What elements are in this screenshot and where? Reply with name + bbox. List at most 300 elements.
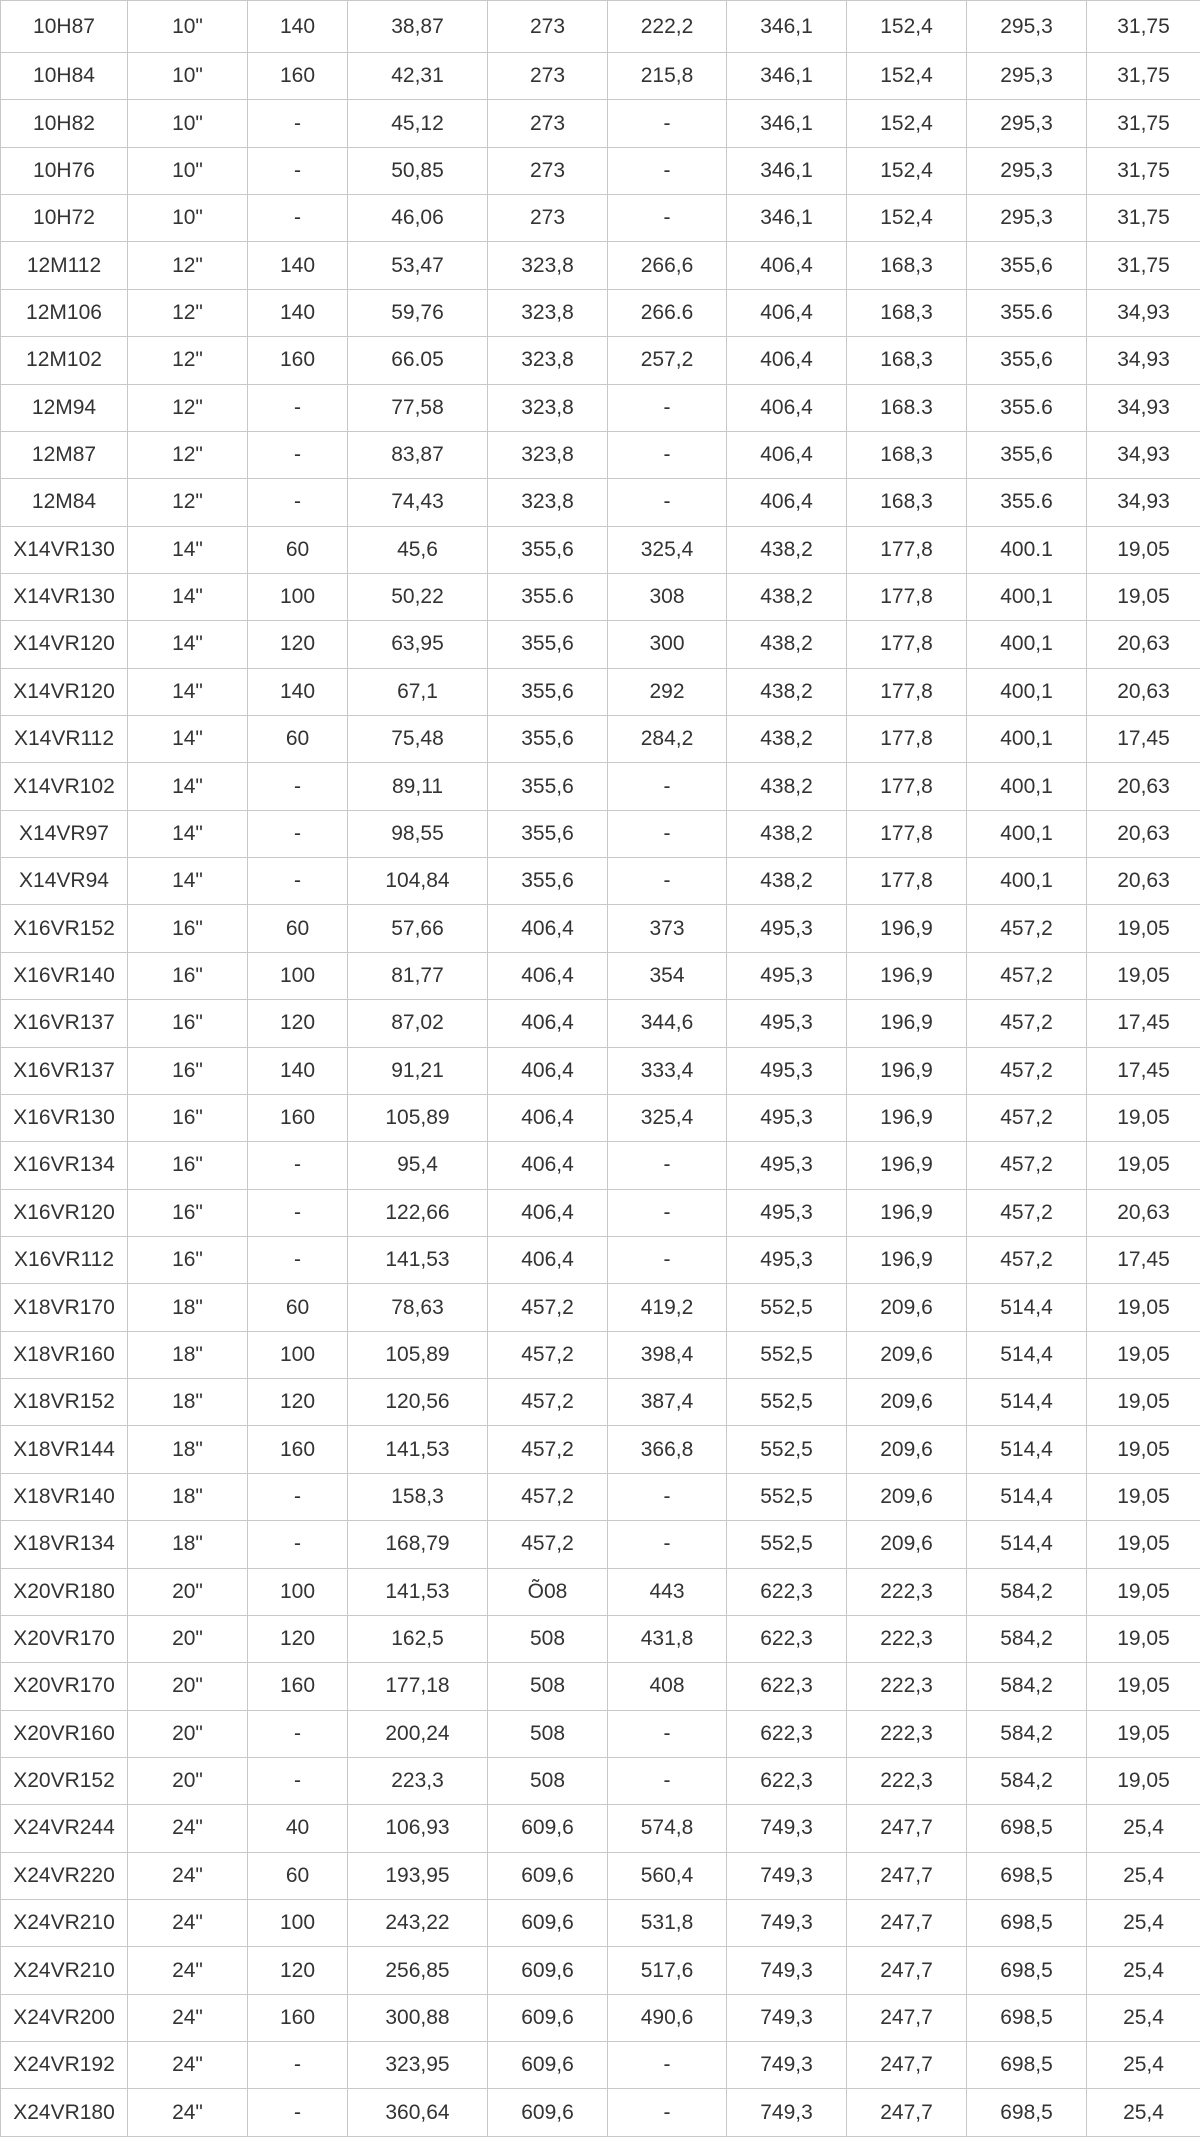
- table-cell: 168,79: [348, 1521, 488, 1568]
- table-cell: 323,8: [488, 289, 608, 336]
- table-cell: 141,53: [348, 1568, 488, 1615]
- table-cell: 89,11: [348, 763, 488, 810]
- table-cell: -: [248, 100, 348, 147]
- table-cell: 196,9: [847, 1000, 967, 1047]
- table-cell-code: X18VR134: [1, 1521, 128, 1568]
- table-cell: 53,47: [348, 242, 488, 289]
- table-cell: 18": [128, 1426, 248, 1473]
- table-cell: 193,95: [348, 1852, 488, 1899]
- table-cell: 31,75: [1087, 1, 1200, 53]
- table-cell: 284,2: [608, 716, 727, 763]
- table-cell-code: X14VR97: [1, 810, 128, 857]
- table-cell: 609,6: [488, 2089, 608, 2136]
- table-cell: 120: [248, 1000, 348, 1047]
- table-cell: 160: [248, 1994, 348, 2041]
- table-cell: 152,4: [847, 53, 967, 100]
- table-cell: 209,6: [847, 1473, 967, 1520]
- table-cell-code: X24VR210: [1, 1947, 128, 1994]
- table-cell: 749,3: [727, 1852, 847, 1899]
- table-row: [1, 1473, 1200, 1520]
- table-cell: 120: [248, 621, 348, 668]
- table-cell: -: [608, 763, 727, 810]
- table-cell: 495,3: [727, 952, 847, 999]
- table-cell-code: X16VR130: [1, 1094, 128, 1141]
- table-row: [1, 147, 1200, 194]
- table-cell: 168,3: [847, 289, 967, 336]
- table-cell-code: X16VR152: [1, 905, 128, 952]
- table-cell: 406,4: [488, 1189, 608, 1236]
- table-cell: 105,89: [348, 1331, 488, 1378]
- table-cell-code: X14VR130: [1, 526, 128, 573]
- table-row: [1, 526, 1200, 573]
- table-cell: -: [608, 1757, 727, 1804]
- table-cell: 34,93: [1087, 431, 1200, 478]
- table-cell: 74,43: [348, 479, 488, 526]
- table-cell: 457,2: [488, 1331, 608, 1378]
- table-cell: 514,4: [967, 1331, 1087, 1378]
- table-cell: 209,6: [847, 1521, 967, 1568]
- table-cell: -: [608, 1189, 727, 1236]
- table-row: [1, 1900, 1200, 1947]
- table-cell: 19,05: [1087, 1568, 1200, 1615]
- table-cell: 457,2: [967, 1236, 1087, 1283]
- table-cell-code: X14VR130: [1, 573, 128, 620]
- table-cell: 266,6: [608, 242, 727, 289]
- table-cell: 300,88: [348, 1994, 488, 2041]
- table-row: [1, 1379, 1200, 1426]
- table-cell: 19,05: [1087, 1094, 1200, 1141]
- table-cell: 749,3: [727, 1947, 847, 1994]
- table-cell: 398,4: [608, 1331, 727, 1378]
- table-cell: 323,8: [488, 431, 608, 478]
- table-cell: 366,8: [608, 1426, 727, 1473]
- table-cell: -: [608, 858, 727, 905]
- table-cell: 16": [128, 1142, 248, 1189]
- table-cell: 295,3: [967, 1, 1087, 53]
- table-cell-code: X24VR200: [1, 1994, 128, 2041]
- table-cell: 24": [128, 2089, 248, 2136]
- table-row: [1, 1852, 1200, 1899]
- table-cell: 438,2: [727, 763, 847, 810]
- table-cell: 19,05: [1087, 952, 1200, 999]
- table-cell-code: 10H84: [1, 53, 128, 100]
- table-cell: 400,1: [967, 810, 1087, 857]
- table-cell: 12": [128, 289, 248, 336]
- table-cell: 273: [488, 1, 608, 53]
- table-cell-code: 10H82: [1, 100, 128, 147]
- table-cell: 346,1: [727, 195, 847, 242]
- table-cell: 622,3: [727, 1757, 847, 1804]
- table-cell-code: X18VR144: [1, 1426, 128, 1473]
- table-cell: 323,8: [488, 384, 608, 431]
- table-cell: 42,31: [348, 53, 488, 100]
- table-cell: 98,55: [348, 810, 488, 857]
- table-cell: 100: [248, 573, 348, 620]
- table-cell: 20,63: [1087, 621, 1200, 668]
- table-cell: 16": [128, 1047, 248, 1094]
- table-cell: -: [608, 2089, 727, 2136]
- table-cell: 168,3: [847, 431, 967, 478]
- table-cell: 698,5: [967, 1805, 1087, 1852]
- table-cell-code: X16VR134: [1, 1142, 128, 1189]
- table-row: [1, 100, 1200, 147]
- table-cell: 698,5: [967, 1994, 1087, 2041]
- table-cell-code: X20VR152: [1, 1757, 128, 1804]
- table-cell: 346,1: [727, 147, 847, 194]
- table-cell: 14": [128, 763, 248, 810]
- table-cell: 20,63: [1087, 858, 1200, 905]
- table-cell: 106,93: [348, 1805, 488, 1852]
- table-cell: 177,18: [348, 1663, 488, 1710]
- table-cell: 196,9: [847, 1236, 967, 1283]
- table-cell: 552,5: [727, 1426, 847, 1473]
- table-cell: 344,6: [608, 1000, 727, 1047]
- table-cell-code: X24VR244: [1, 1805, 128, 1852]
- table-cell: 141,53: [348, 1426, 488, 1473]
- table-cell-code: X24VR192: [1, 2042, 128, 2089]
- table-cell: 295,3: [967, 53, 1087, 100]
- table-row: [1, 1000, 1200, 1047]
- table-cell-code: 12M102: [1, 337, 128, 384]
- table-cell: 168,3: [847, 479, 967, 526]
- table-cell: -: [608, 100, 727, 147]
- table-cell: 177,8: [847, 810, 967, 857]
- table-cell: 196,9: [847, 952, 967, 999]
- table-cell: 24": [128, 1947, 248, 1994]
- table-row: [1, 289, 1200, 336]
- table-cell: 406,4: [727, 242, 847, 289]
- table-cell: 323,8: [488, 479, 608, 526]
- table-row: [1, 337, 1200, 384]
- table-cell-code: X14VR120: [1, 621, 128, 668]
- table-row: [1, 810, 1200, 857]
- table-cell: 59,76: [348, 289, 488, 336]
- table-cell-code: X18VR170: [1, 1284, 128, 1331]
- table-cell: 400,1: [967, 716, 1087, 763]
- table-cell: 266.6: [608, 289, 727, 336]
- table-cell: 406,4: [488, 1094, 608, 1141]
- table-cell: 308: [608, 573, 727, 620]
- table-cell: 20,63: [1087, 763, 1200, 810]
- table-cell: 406,4: [727, 384, 847, 431]
- table-cell: 609,6: [488, 1947, 608, 1994]
- table-cell: 12": [128, 479, 248, 526]
- table-row: [1, 1615, 1200, 1662]
- table-cell: 16": [128, 952, 248, 999]
- table-cell: 34,93: [1087, 479, 1200, 526]
- table-cell: 160: [248, 1663, 348, 1710]
- table-cell: -: [608, 195, 727, 242]
- table-cell-code: X16VR140: [1, 952, 128, 999]
- table-cell: 160: [248, 337, 348, 384]
- table-cell: 531,8: [608, 1900, 727, 1947]
- table-cell: 514,4: [967, 1379, 1087, 1426]
- table-cell: 19,05: [1087, 1521, 1200, 1568]
- table-cell: 34,93: [1087, 384, 1200, 431]
- table-cell: 438,2: [727, 716, 847, 763]
- table-cell: 25,4: [1087, 1805, 1200, 1852]
- table-cell: 457,2: [488, 1426, 608, 1473]
- table-cell: 273: [488, 195, 608, 242]
- table-row: [1, 479, 1200, 526]
- table-cell-code: 12M112: [1, 242, 128, 289]
- table-cell: 222,2: [608, 1, 727, 53]
- table-cell: 514,4: [967, 1473, 1087, 1520]
- table-cell: 31,75: [1087, 147, 1200, 194]
- table-cell: 419,2: [608, 1284, 727, 1331]
- table-cell: 24": [128, 2042, 248, 2089]
- table-cell: 222,3: [847, 1757, 967, 1804]
- table-cell: 222,3: [847, 1568, 967, 1615]
- table-cell: 12": [128, 337, 248, 384]
- table-cell: -: [608, 810, 727, 857]
- table-cell: 495,3: [727, 1236, 847, 1283]
- table-cell: 508: [488, 1710, 608, 1757]
- table-cell: 50,22: [348, 573, 488, 620]
- table-cell-code: X14VR112: [1, 716, 128, 763]
- table-row: [1, 1189, 1200, 1236]
- table-row: [1, 1994, 1200, 2041]
- table-row: [1, 1047, 1200, 1094]
- table-row: [1, 858, 1200, 905]
- table-cell-code: X24VR180: [1, 2089, 128, 2136]
- table-cell: 457,2: [967, 905, 1087, 952]
- table-cell: 168.3: [847, 384, 967, 431]
- table-cell: 20,63: [1087, 810, 1200, 857]
- table-cell: 177,8: [847, 621, 967, 668]
- table-cell: 406,4: [727, 479, 847, 526]
- table-cell: 622,3: [727, 1615, 847, 1662]
- table-cell: 406,4: [488, 1000, 608, 1047]
- table-cell: 749,3: [727, 1900, 847, 1947]
- table-cell: 247,7: [847, 1947, 967, 1994]
- table-cell: 495,3: [727, 1047, 847, 1094]
- table-cell: 60: [248, 1284, 348, 1331]
- table-cell: 406,4: [488, 905, 608, 952]
- table-row: [1, 53, 1200, 100]
- table-cell-code: 12M84: [1, 479, 128, 526]
- table-cell: 457,2: [488, 1473, 608, 1520]
- table-cell-code: 12M106: [1, 289, 128, 336]
- table-row: [1, 2042, 1200, 2089]
- table-cell: 60: [248, 716, 348, 763]
- table-cell: 457,2: [967, 952, 1087, 999]
- table-cell: 140: [248, 1, 348, 53]
- table-cell: 622,3: [727, 1568, 847, 1615]
- table-cell: 490,6: [608, 1994, 727, 2041]
- table-row: [1, 905, 1200, 952]
- table-cell: 247,7: [847, 2089, 967, 2136]
- table-cell: 77,58: [348, 384, 488, 431]
- table-cell: 18": [128, 1473, 248, 1520]
- table-cell: 584,2: [967, 1663, 1087, 1710]
- table-cell: 222,3: [847, 1615, 967, 1662]
- table-cell-code: X16VR137: [1, 1000, 128, 1047]
- table-cell: -: [608, 479, 727, 526]
- table-cell-code: X16VR137: [1, 1047, 128, 1094]
- table-cell: 17,45: [1087, 716, 1200, 763]
- table-cell: 749,3: [727, 2089, 847, 2136]
- table-row: [1, 1521, 1200, 1568]
- table-cell: -: [248, 763, 348, 810]
- table-cell: 457,2: [967, 1000, 1087, 1047]
- table-cell: 196,9: [847, 1094, 967, 1141]
- table-row: [1, 1284, 1200, 1331]
- table-cell-code: X20VR180: [1, 1568, 128, 1615]
- table-cell: 209,6: [847, 1426, 967, 1473]
- table-cell: 105,89: [348, 1094, 488, 1141]
- table-cell-code: X20VR170: [1, 1615, 128, 1662]
- table-cell: 552,5: [727, 1379, 847, 1426]
- table-cell: 66.05: [348, 337, 488, 384]
- table-cell: 200,24: [348, 1710, 488, 1757]
- table-cell: 19,05: [1087, 526, 1200, 573]
- table-cell: 698,5: [967, 1947, 1087, 1994]
- table-cell: 19,05: [1087, 1284, 1200, 1331]
- table-row: [1, 1331, 1200, 1378]
- table-cell: 95,4: [348, 1142, 488, 1189]
- table-cell: 609,6: [488, 1900, 608, 1947]
- table-cell: 355,6: [967, 431, 1087, 478]
- table-row: [1, 668, 1200, 715]
- table-cell: 346,1: [727, 100, 847, 147]
- table-cell: -: [608, 431, 727, 478]
- table-cell: -: [608, 1521, 727, 1568]
- table-cell: 457,2: [967, 1047, 1087, 1094]
- table-cell-code: X24VR210: [1, 1900, 128, 1947]
- table-cell: 355,6: [488, 668, 608, 715]
- table-cell: 514,4: [967, 1521, 1087, 1568]
- table-row: [1, 431, 1200, 478]
- table-cell: 438,2: [727, 858, 847, 905]
- table-cell: 457,2: [967, 1189, 1087, 1236]
- table-cell: 24": [128, 1994, 248, 2041]
- table-cell: 406,4: [488, 952, 608, 999]
- table-cell: 273: [488, 53, 608, 100]
- table-cell: 355,6: [488, 763, 608, 810]
- table-cell: 17,45: [1087, 1047, 1200, 1094]
- table-cell: 19,05: [1087, 1663, 1200, 1710]
- table-cell: 552,5: [727, 1473, 847, 1520]
- table-cell-code: X18VR152: [1, 1379, 128, 1426]
- table-cell: 247,7: [847, 1900, 967, 1947]
- table-cell: 140: [248, 289, 348, 336]
- table-cell: 406,4: [727, 431, 847, 478]
- table-cell: 438,2: [727, 526, 847, 573]
- table-cell: 38,87: [348, 1, 488, 53]
- table-cell: 355.6: [967, 479, 1087, 526]
- table-cell: 495,3: [727, 905, 847, 952]
- table-cell: -: [248, 479, 348, 526]
- table-cell: -: [248, 1710, 348, 1757]
- table-cell: 438,2: [727, 668, 847, 715]
- table-cell: 25,4: [1087, 2042, 1200, 2089]
- table-cell: 749,3: [727, 2042, 847, 2089]
- table-cell: 18": [128, 1379, 248, 1426]
- table-cell: -: [608, 2042, 727, 2089]
- table-cell: 19,05: [1087, 573, 1200, 620]
- table-cell: 622,3: [727, 1710, 847, 1757]
- table-cell: 16": [128, 1236, 248, 1283]
- table-cell: 438,2: [727, 810, 847, 857]
- table-cell-code: X14VR94: [1, 858, 128, 905]
- table-cell: 443: [608, 1568, 727, 1615]
- table-cell: 514,4: [967, 1426, 1087, 1473]
- table-cell: 18": [128, 1521, 248, 1568]
- table-cell: 120: [248, 1947, 348, 1994]
- table-cell: 31,75: [1087, 53, 1200, 100]
- table-cell: 495,3: [727, 1189, 847, 1236]
- table-cell-code: X24VR220: [1, 1852, 128, 1899]
- table-cell: 152,4: [847, 1, 967, 53]
- table-cell: 387,4: [608, 1379, 727, 1426]
- table-cell: 100: [248, 952, 348, 999]
- table-cell: 24": [128, 1852, 248, 1899]
- table-cell: 91,21: [348, 1047, 488, 1094]
- table-cell: 243,22: [348, 1900, 488, 1947]
- table-cell: 16": [128, 1094, 248, 1141]
- table-cell: 323,8: [488, 242, 608, 289]
- table-cell: 31,75: [1087, 195, 1200, 242]
- table-cell: 300: [608, 621, 727, 668]
- table-cell: 431,8: [608, 1615, 727, 1662]
- table-cell: 400,1: [967, 621, 1087, 668]
- table-cell: -: [248, 195, 348, 242]
- table-cell: 19,05: [1087, 905, 1200, 952]
- table-row: [1, 1805, 1200, 1852]
- table-cell: 457,2: [967, 1094, 1087, 1141]
- table-cell: 325,4: [608, 1094, 727, 1141]
- table-cell: 60: [248, 905, 348, 952]
- table-cell: 406,4: [727, 289, 847, 336]
- table-cell: 14": [128, 716, 248, 763]
- table-cell: 83,87: [348, 431, 488, 478]
- table-cell: 196,9: [847, 1189, 967, 1236]
- table-cell: 24": [128, 1805, 248, 1852]
- table-cell: 323,8: [488, 337, 608, 384]
- table-cell: -: [248, 1473, 348, 1520]
- table-cell: 292: [608, 668, 727, 715]
- table-row: [1, 1, 1200, 53]
- table-cell: 160: [248, 1426, 348, 1473]
- table-cell: 508: [488, 1757, 608, 1804]
- table-cell: 25,4: [1087, 1900, 1200, 1947]
- table-cell: 355,6: [488, 810, 608, 857]
- table-cell: 152,4: [847, 147, 967, 194]
- table-cell: 10": [128, 147, 248, 194]
- table-cell: 609,6: [488, 1994, 608, 2041]
- table-cell: 19,05: [1087, 1473, 1200, 1520]
- table-cell: -: [248, 1521, 348, 1568]
- table-cell: 19,05: [1087, 1142, 1200, 1189]
- table-cell-code: X16VR120: [1, 1189, 128, 1236]
- table-cell: 400.1: [967, 526, 1087, 573]
- table-row: [1, 1947, 1200, 1994]
- table-cell-code: X18VR140: [1, 1473, 128, 1520]
- table-cell: -: [248, 858, 348, 905]
- table-cell: 355,6: [967, 242, 1087, 289]
- table-cell: 584,2: [967, 1568, 1087, 1615]
- table-cell: 406,4: [488, 1236, 608, 1283]
- table-cell: 622,3: [727, 1663, 847, 1710]
- table-cell: 20": [128, 1663, 248, 1710]
- table-cell: -: [608, 1142, 727, 1189]
- table-cell: 50,85: [348, 147, 488, 194]
- table-cell: 196,9: [847, 1142, 967, 1189]
- table-cell: 495,3: [727, 1094, 847, 1141]
- table-cell: 177,8: [847, 763, 967, 810]
- table-row: [1, 242, 1200, 289]
